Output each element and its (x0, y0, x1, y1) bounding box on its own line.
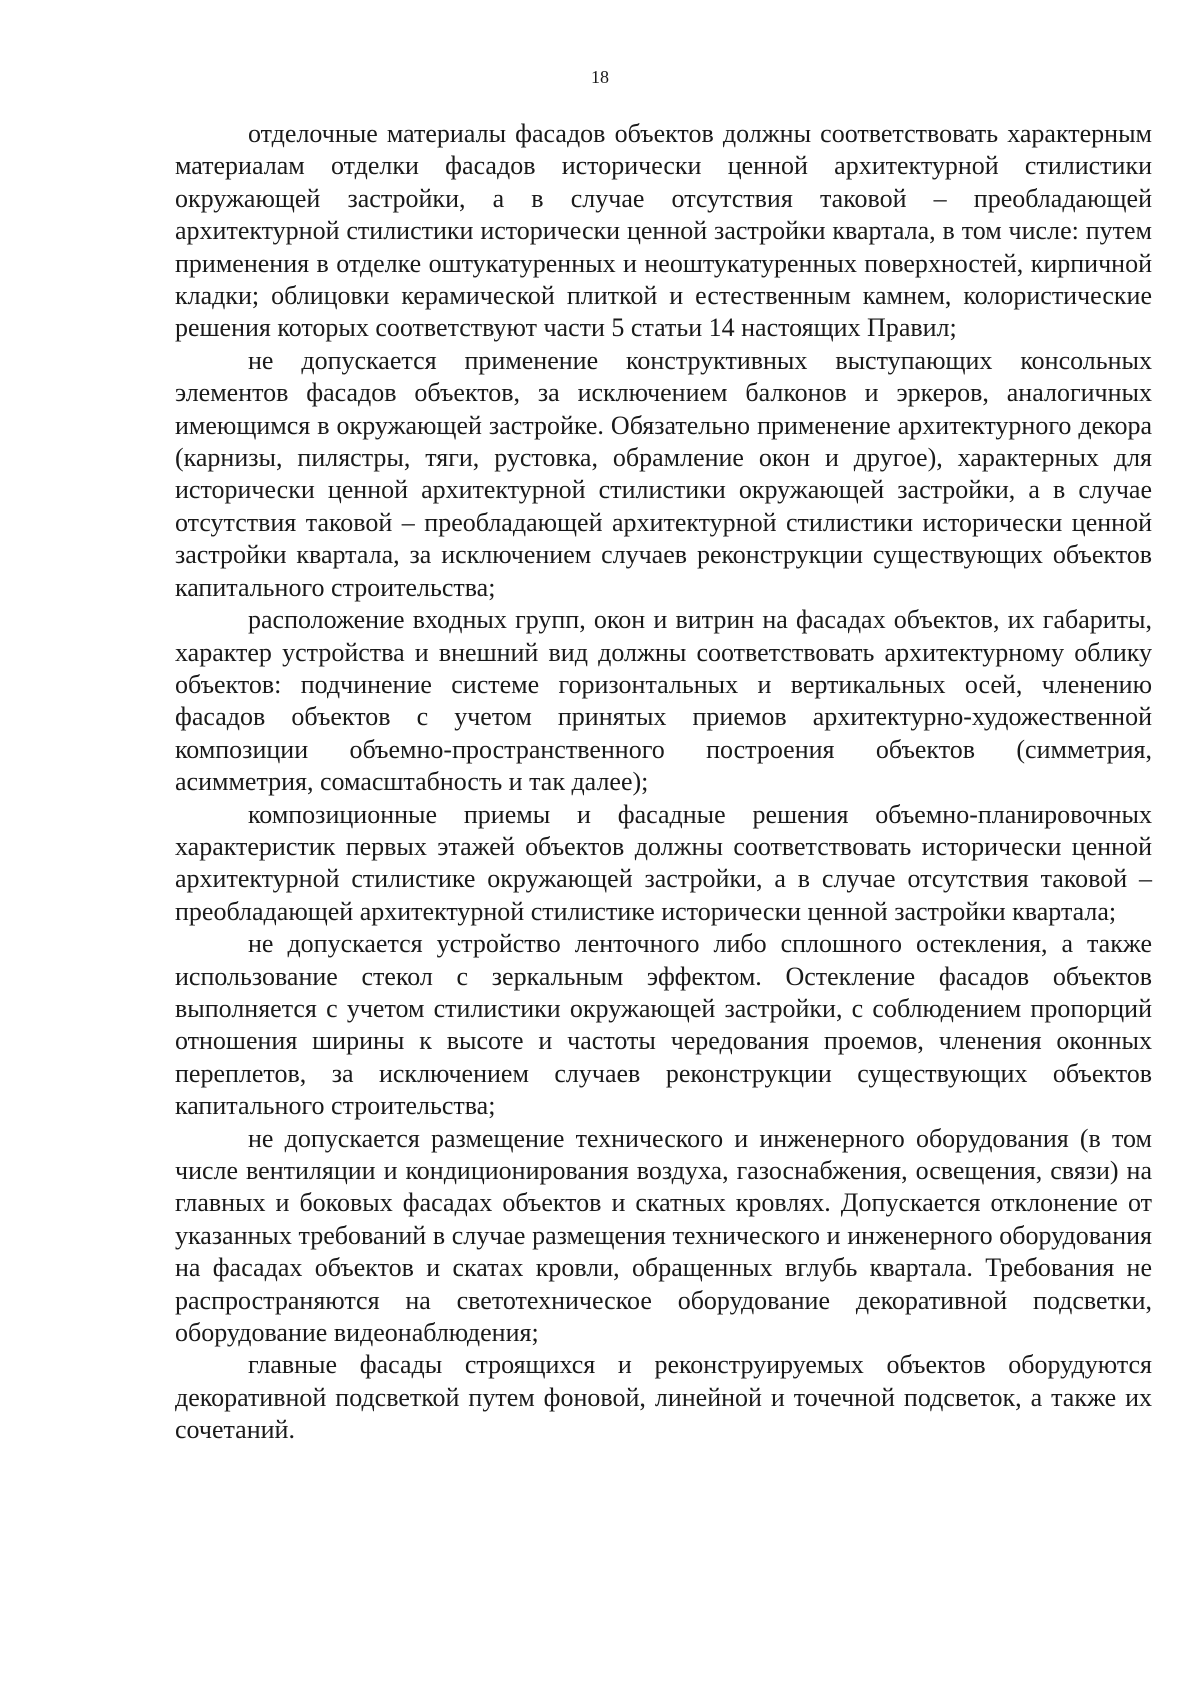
document-body (175, 118, 1152, 1447)
paragraph: главные фасады строящихся и реконструируемых объектов оборудуются декоративной подсветкой путем фоновой, линейной и точечной подсветок, а также их сочетаний. (175, 1350, 1152, 1445)
page-number: 18 (591, 67, 609, 87)
paragraph: отделочные материалы фасадов объектов должны соответствовать характерным материалам отделки фасадов исторически ценной архитектурной стилистики окружающей застройки, а в случае отсутствия таковой – преобладающей архитектурной стилистики исторически ценной застройки квартала, в том числе: путем применения в отделке оштукатуренных и неоштукатуренных поверхностей, кирпичной кладки; облицовки керамической плиткой и естественным камнем, колористические решения которых соответствуют части 5 статьи 14 настоящих Правил; (175, 119, 1152, 343)
paragraph: не допускается размещение технического и инженерного оборудования (в том числе вентиляции и кондиционирования воздуха, газоснабжения, освещения, связи) на главных и боковых фасадах объектов и скатных кровлях. Допускается отклонение от указанных требований в случае размещения технического и инженерного оборудования на фасадах объектов и скатах кровли, обращенных вглубь квартала. Требования не распространяются на светотехническое оборудование декоративной подсветки, оборудование видеонаблюдения; (175, 1123, 1152, 1348)
paragraph: композиционные приемы и фасадные решения объемно-планировочных характеристик первых этажей объектов должны соответствовать исторически ценной архитектурной стилистике окружающей застройки, а в случае отсутствия таковой – преобладающей архитектурной стилистике исторически ценной застройки квартала; (175, 799, 1152, 926)
paragraph: расположение входных групп, окон и витрин на фасадах объектов, их габариты, характер устройства и внешний вид должны соответствовать архитектурному облику объектов: подчинение системе горизонтальных и вертикальных осей, членению фасадов объектов с учетом принятых приемов архитектурно-художественной композиции объемно-пространственного построения объектов (симметрия, асимметрия, сомасштабность и так далее); (175, 605, 1152, 797)
paragraph: не допускается применение конструктивных выступающих консольных элементов фасадов объектов, за исключением балконов и эркеров, аналогичных имеющимся в окружающей застройке. Обязательно применение архитектурного декора (карнизы, пилястры, тяги, рустовка, обрамление окон и другое), характерных для исторически ценной архитектурной стилистики окружающей застройки, а в случае отсутствия таковой – преобладающей архитектурной стилистики исторически ценной застройки квартала, за исключением случаев реконструкции существующих объектов капитального строительства; (175, 345, 1152, 602)
paragraph: не допускается устройство ленточного либо сплошного остекления, а также использование стекол с зеркальным эффектом. Остекление фасадов объектов выполняется с учетом стилистики окружающей застройки, с соблюдением пропорций отношения ширины к высоте и частоты чередования проемов, членения оконных переплетов, за исключением случаев реконструкции существующих объектов капитального строительства; (175, 929, 1152, 1121)
